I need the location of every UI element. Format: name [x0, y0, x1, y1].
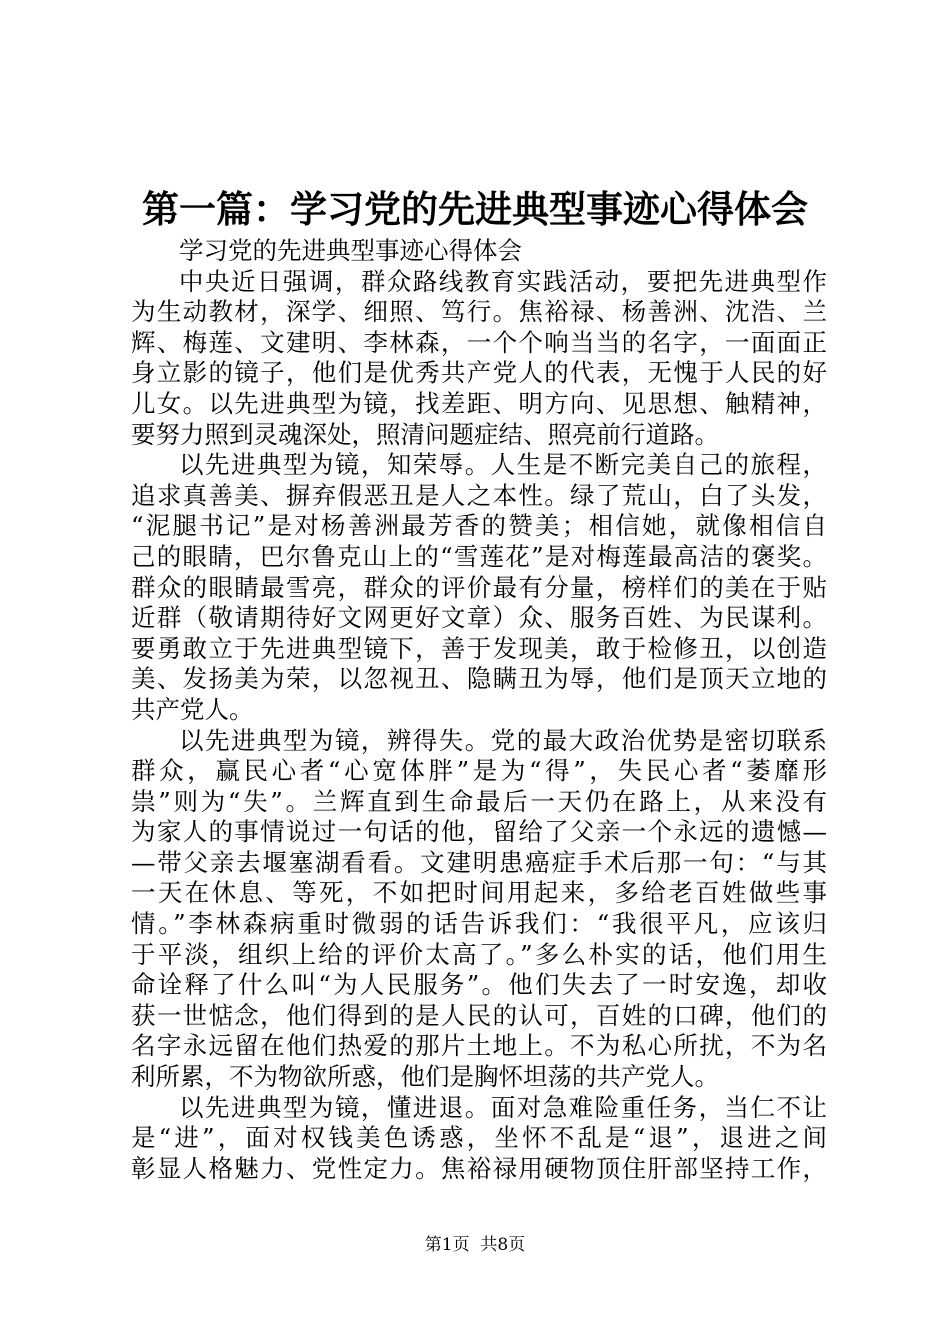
text-line: 是“进”，面对权钱美色诱惑，坐怀不乱是“退”，退进之间	[131, 1123, 827, 1153]
text-line: 获一世惦念，他们得到的是人民的认可，百姓的口碑，他们的	[131, 1000, 827, 1030]
text-line: 群众的眼睛最雪亮，群众的评价最有分量，榜样们的美在于贴	[131, 572, 827, 602]
text-line: 以先进典型为镜，辨得失。党的最大政治优势是密切联系	[179, 725, 827, 755]
text-line: 美、发扬美为荣，以忽视丑、隐瞒丑为辱，他们是顶天立地的	[131, 664, 827, 694]
text-line: 共产党人。	[131, 694, 254, 724]
text-line: 辉、梅莲、文建明、李林森，一个个响当当的名字，一面面正	[131, 327, 827, 357]
page-number: 第1页	[424, 1235, 470, 1255]
text-line: 己的眼睛，巴尔鲁克山上的“雪莲花”是对梅莲最高洁的褒奖。	[131, 541, 827, 571]
text-line: 为生动教材，深学、细照、笃行。焦裕禄、杨善洲、沈浩、兰	[131, 297, 827, 327]
text-line: 近群（敬请期待好文网更好文章）众、服务百姓、为民谋利。	[131, 603, 827, 633]
text-line: 儿女。以先进典型为镜，找差距、明方向、见思想、触精神，	[131, 388, 827, 418]
text-line: 祟”则为“失”。兰辉直到生命最后一天仍在路上，从来没有	[131, 786, 827, 816]
text-line: 利所累，不为物欲所惑，他们是胸怀坦荡的共产党人。	[131, 1062, 719, 1092]
document-title: 第一篇：学习党的先进典型事迹心得体会	[142, 187, 808, 231]
page-total: 共8页	[480, 1235, 526, 1255]
text-line: 群众，赢民心者“心宽体胖”是为“得”，失民心者“萎靡形	[131, 756, 827, 786]
text-line: —带父亲去堰塞湖看看。文建明患癌症手术后那一句：“与其	[131, 847, 827, 877]
text-line: 要勇敢立于先进典型镜下，善于发现美，敢于检修丑，以创造	[131, 633, 827, 663]
text-line: 以先进典型为镜，懂进退。面对急难险重任务，当仁不让	[179, 1092, 827, 1122]
text-line: 要努力照到灵魂深处，照清问题症结、照亮前行道路。	[131, 419, 719, 449]
text-line: 中央近日强调，群众路线教育实践活动，要把先进典型作	[179, 266, 827, 296]
text-line: 学习党的先进典型事迹心得体会	[179, 236, 522, 265]
page-footer	[0, 1233, 950, 1257]
text-line: 身立影的镜子，他们是优秀共产党人的代表，无愧于人民的好	[131, 358, 827, 388]
text-line: 名字永远留在他们热爱的那片土地上。不为私心所扰，不为名	[131, 1031, 827, 1061]
document-body	[131, 236, 827, 1184]
text-line: “泥腿书记”是对杨善洲最芳香的赞美；相信她，就像相信自	[131, 511, 827, 541]
text-line: 于平淡，组织上给的评价太高了。”多么朴实的话，他们用生	[131, 939, 827, 969]
text-line: 以先进典型为镜，知荣辱。人生是不断完美自己的旅程，	[179, 450, 827, 480]
text-line: 为家人的事情说过一句话的他，留给了父亲一个永远的遗憾—	[131, 817, 827, 847]
text-line: 追求真善美、摒弃假恶丑是人之本性。绿了荒山，白了头发，	[131, 480, 827, 510]
text-line: 彰显人格魅力、党性定力。焦裕禄用硬物顶住肝部坚持工作，	[131, 1153, 827, 1183]
text-line: 情。”李林森病重时微弱的话告诉我们：“我很平凡，应该归	[131, 909, 827, 939]
text-line: 一天在休息、等死，不如把时间用起来，多给老百姓做些事	[131, 878, 827, 908]
text-line: 命诠释了什么叫“为人民服务”。他们失去了一时安逸，却收	[131, 970, 827, 1000]
